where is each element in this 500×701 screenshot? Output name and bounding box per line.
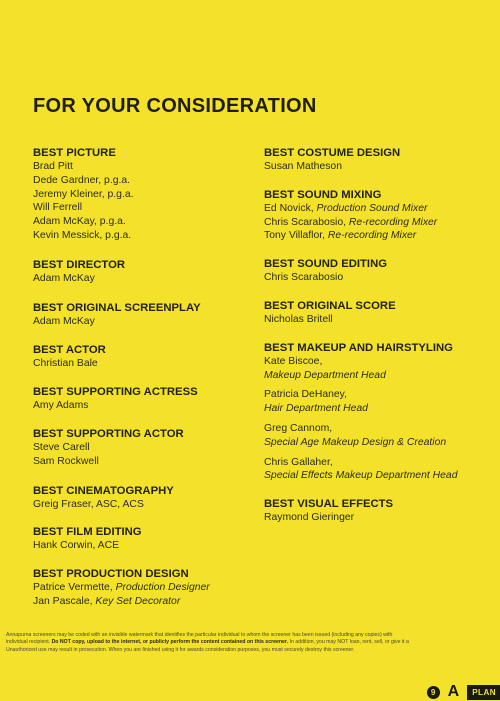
award-category [33, 427, 258, 469]
nominee [33, 174, 258, 188]
nominee [33, 539, 258, 553]
nominee [264, 202, 496, 216]
nominee [264, 355, 496, 383]
nominee [264, 160, 496, 174]
category-title: BEST DIRECTOR [33, 258, 126, 271]
nominee [264, 313, 496, 327]
nominee [33, 455, 258, 469]
right-column [264, 146, 496, 525]
nominee-name: Will Ferrell [33, 202, 83, 214]
nominee-role: Production Sound Mixer [316, 202, 428, 214]
category-title: BEST PRODUCTION DESIGN [33, 568, 189, 581]
disclaimer-line-1: Annapurna screeners may be coded with an invisible watermark that identifies the particular individual to whom the screener has been issued (including any copies) with [6, 632, 393, 638]
nominee-name: Chris Scarabosio, [264, 216, 349, 228]
nominee-name: Raymond Gieringer [264, 512, 355, 524]
nominee [33, 229, 258, 243]
category-title: BEST SOUND MIXING [264, 188, 382, 201]
nominee [264, 422, 496, 450]
nominee [33, 595, 258, 609]
nominee [33, 272, 258, 286]
nominee-name: Adam McKay [33, 315, 95, 327]
nominee-role: Key Set Decorator [95, 595, 181, 607]
nominee-name: Greg Cannom, [264, 422, 333, 434]
award-category [264, 497, 496, 525]
studio-logos [427, 683, 500, 701]
nominee-role: Makeup Department Head [264, 369, 386, 381]
category-title: BEST ORIGINAL SCREENPLAY [33, 301, 201, 314]
nominee [33, 357, 258, 371]
award-category [264, 341, 496, 483]
nominee-role: Production Designer [115, 582, 210, 594]
award-category [33, 484, 258, 512]
nominee [33, 188, 258, 202]
category-title: BEST CINEMATOGRAPHY [33, 484, 174, 497]
award-category [264, 188, 496, 243]
category-title: BEST ORIGINAL SCORE [264, 299, 396, 312]
award-category [33, 567, 258, 609]
nominee-role: Re-recording Mixer [327, 230, 417, 242]
nominee [33, 441, 258, 455]
category-title: BEST FILM EDITING [33, 526, 142, 539]
nominee-name: Patrice Vermette, [33, 582, 116, 594]
plan-b-logo-icon: PLAN [467, 685, 500, 700]
nominee [33, 581, 258, 595]
nominee [264, 216, 496, 230]
category-title: BEST ACTOR [33, 344, 106, 357]
nominee-name: Christian Bale [33, 358, 98, 370]
nominee-name: Dede Gardner, p.g.a. [33, 174, 131, 186]
nominee [264, 511, 496, 525]
category-title: BEST SUPPORTING ACTOR [33, 427, 184, 440]
nine-logo-icon: 9 [427, 686, 440, 699]
award-category [264, 257, 496, 285]
legal-disclaimer [6, 632, 498, 654]
nominee-role: Special Age Makeup Design & Creation [264, 436, 447, 448]
award-category [264, 146, 496, 174]
nominee-name: Steve Carell [33, 441, 90, 453]
nominee-name: Nicholas Britell [264, 313, 333, 325]
nominee [33, 201, 258, 215]
nominee [264, 229, 496, 243]
nominee-name: Adam McKay [33, 272, 95, 284]
nominee-name: Tony Villaflor, [264, 230, 328, 242]
disclaimer-line-3: Unauthorized use may result in prosecution. When you are finished using it for awards consideration purposes, you must securely destroy this screener. [6, 646, 355, 653]
nominee-name: Ed Novick, [264, 202, 317, 214]
nominee-name: Jeremy Kleiner, p.g.a. [33, 188, 134, 200]
nominee [264, 271, 496, 285]
nominee-name: Hank Corwin, ACE [33, 540, 120, 552]
nominee [33, 399, 258, 413]
nominee [264, 388, 496, 416]
nominee [33, 498, 258, 512]
nominee-name: Patricia DeHaney, [264, 389, 347, 401]
nominee-name: Chris Gallaher, [264, 456, 333, 468]
category-title: BEST VISUAL EFFECTS [264, 498, 394, 511]
left-column [33, 146, 258, 609]
disclaimer-warning: Do NOT copy, upload to the internet, or publicly perform the content contained on this screener. [51, 639, 289, 646]
category-title: BEST PICTURE [33, 147, 116, 159]
award-category [33, 525, 258, 553]
nominee-name: Kevin Messick, p.g.a. [33, 229, 132, 241]
nominee-role: Special Effects Makeup Department Head [264, 470, 458, 482]
award-category [33, 343, 258, 371]
nominee [264, 456, 496, 484]
category-title: BEST MAKEUP AND HAIRSTYLING [264, 341, 453, 354]
nominee-name: Adam McKay, p.g.a. [33, 216, 126, 228]
award-category [33, 258, 258, 286]
nominee [33, 315, 258, 329]
annapurna-logo-icon: A [447, 683, 460, 700]
category-title: BEST SUPPORTING ACTRESS [33, 386, 198, 399]
nominee-name: Sam Rockwell [33, 455, 99, 467]
nominee-name: Susan Matheson [264, 161, 342, 172]
award-category [33, 146, 258, 243]
page-title: FOR YOUR CONSIDERATION [33, 95, 317, 117]
nominee-name: Chris Scarabosio [264, 272, 344, 284]
category-title: BEST SOUND EDITING [264, 258, 388, 271]
nominee-role: Re-recording Mixer [348, 216, 438, 228]
nominee [33, 215, 258, 229]
award-category [33, 385, 258, 413]
nominee-name: Greig Fraser, ASC, ACS [33, 498, 144, 510]
nominee-name: Jan Pascale, [33, 595, 96, 607]
disclaimer-line-2: individual recipient. Do NOT copy, upload to the internet, or publicly perform the content contained on this screener. In addition, you may NOT loan, rent, sell, or give it a [6, 639, 409, 646]
nominee [33, 160, 258, 174]
nominee-role: Hair Department Head [264, 403, 368, 415]
nominee-name: Amy Adams [33, 400, 89, 412]
award-category [264, 299, 496, 327]
nominee-name: Kate Biscoe, [264, 355, 323, 367]
category-title: BEST COSTUME DESIGN [264, 147, 401, 159]
nominee-name: Brad Pitt [33, 161, 73, 172]
award-category [33, 301, 258, 329]
